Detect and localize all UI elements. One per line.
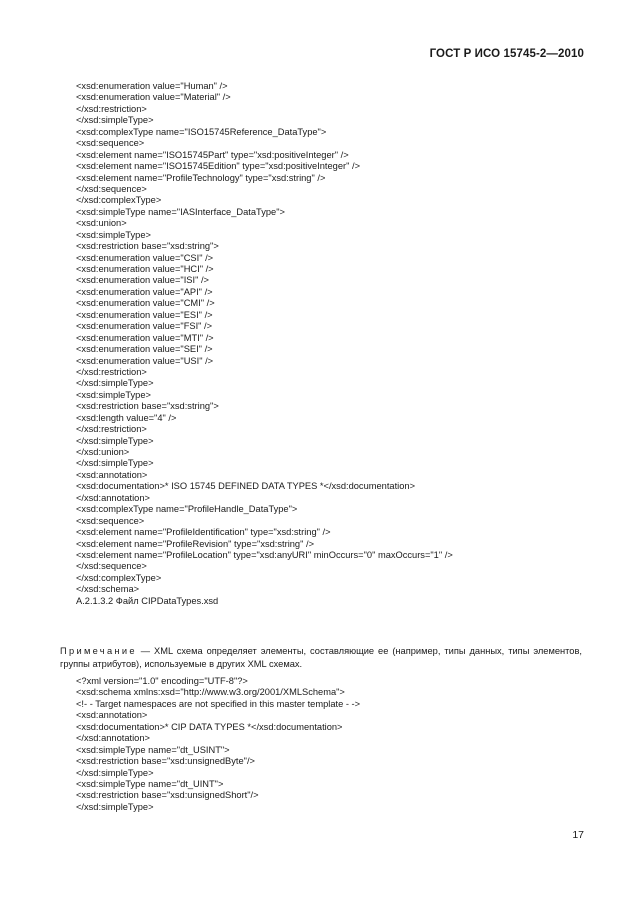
code-line: <?xml version="1.0" encoding="UTF-8"?> xyxy=(76,676,248,686)
code-line: <xsd:simpleType name="dt_UINT"> xyxy=(76,778,224,789)
code-line: <xsd:sequence> xyxy=(76,138,145,149)
code-line: <xsd:enumeration value="SEI" /> xyxy=(76,344,213,355)
code-line: <xsd:length value="4" /> xyxy=(76,412,177,423)
code-line: <xsd:schema xmlns:xsd="http://www.w3.org/2001/XMLSchema"> xyxy=(76,687,345,698)
xsd-code-block-2 xyxy=(76,676,360,813)
code-line: <xsd:enumeration value="Material" /> xyxy=(76,92,231,103)
code-line: <xsd:enumeration value="FSI" /> xyxy=(76,321,213,332)
code-line: </xsd:simpleType> xyxy=(76,378,154,389)
code-line: </xsd:annotation> xyxy=(76,733,150,744)
code-line: <xsd:annotation> xyxy=(76,710,148,721)
code-line: <xsd:restriction base="xsd:string"> xyxy=(76,241,219,252)
xsd-code-block-1 xyxy=(76,81,453,607)
code-line: <xsd:enumeration value="Human" /> xyxy=(76,81,228,91)
code-line: <xsd:restriction base="xsd:unsignedByte"/> xyxy=(76,756,255,767)
code-line: <xsd:enumeration value="USI" /> xyxy=(76,355,214,366)
note-label: Примечание xyxy=(60,646,137,656)
code-line: </xsd:union> xyxy=(76,447,130,457)
code-line: </xsd:simpleType> xyxy=(76,458,154,469)
code-line: <xsd:enumeration value="MTI" /> xyxy=(76,332,214,343)
code-line: <xsd:restriction base="xsd:unsignedShort"/> xyxy=(76,790,259,801)
code-line: <xsd:element name="ProfileIdentification" type="xsd:string" /> xyxy=(76,527,331,538)
code-line: </xsd:schema> xyxy=(76,584,140,595)
code-line: <xsd:simpleType> xyxy=(76,389,151,400)
code-line: </xsd:restriction> xyxy=(76,103,147,114)
code-line: <xsd:restriction base="xsd:string"> xyxy=(76,401,219,412)
code-line: <xsd:complexType name="ISO15745Reference_DataType"> xyxy=(76,126,327,137)
code-line: <xsd:element name="ISO15745Edition" type="xsd:positiveInteger" /> xyxy=(76,161,361,172)
code-line: <xsd:element name="ProfileLocation" type="xsd:anyURI" minOccurs="0" maxOccurs="1" /> xyxy=(76,549,453,560)
code-line: </xsd:restriction> xyxy=(76,424,147,435)
code-line: A.2.1.3.2 Файл CIPDataTypes.xsd xyxy=(76,595,219,606)
code-line: <xsd:enumeration value="ISI" /> xyxy=(76,275,209,286)
code-line: </xsd:simpleType> xyxy=(76,801,154,812)
page-number: 17 xyxy=(572,829,584,841)
code-line: <xsd:simpleType name="IASInterface_DataType"> xyxy=(76,206,285,217)
code-line: <xsd:element name="ProfileTechnology" type="xsd:string" /> xyxy=(76,172,326,183)
code-line: <xsd:union> xyxy=(76,218,127,229)
code-line: <xsd:simpleType name="dt_USINT"> xyxy=(76,744,230,755)
code-line: <xsd:sequence> xyxy=(76,515,145,526)
code-line: <xsd:enumeration value="CSI" /> xyxy=(76,252,214,263)
code-line: </xsd:complexType> xyxy=(76,195,162,206)
code-line: </xsd:sequence> xyxy=(76,183,147,194)
code-line: </xsd:simpleType> xyxy=(76,767,154,778)
code-line: </xsd:annotation> xyxy=(76,492,150,503)
document-header: ГОСТ Р ИСО 15745-2—2010 xyxy=(429,48,584,60)
code-line: </xsd:simpleType> xyxy=(76,435,154,446)
code-line: </xsd:simpleType> xyxy=(76,115,154,126)
code-line: <xsd:complexType name="ProfileHandle_DataType"> xyxy=(76,504,298,515)
code-line: <xsd:enumeration value="HCI" /> xyxy=(76,264,214,274)
note-text: — XML схема определяет элементы, составляющие ее (например, типы данных, типы элементов, группы атрибутов), используемые в других XML схемах. xyxy=(60,646,582,669)
code-line: <!- - Target namespaces are not specified in this master template - -> xyxy=(76,698,361,709)
code-line: <xsd:enumeration value="CMI" /> xyxy=(76,298,215,309)
code-line: </xsd:restriction> xyxy=(76,366,147,377)
code-line: <xsd:element name="ProfileRevision" type="xsd:string" /> xyxy=(76,538,314,549)
code-line: </xsd:sequence> xyxy=(76,561,147,572)
code-line: <xsd:simpleType> xyxy=(76,229,151,240)
note-paragraph xyxy=(60,645,582,670)
code-line: <xsd:documentation>* ISO 15745 DEFINED DATA TYPES *</xsd:documentation> xyxy=(76,481,415,492)
code-line: <xsd:element name="ISO15745Part" type="xsd:positiveInteger" /> xyxy=(76,149,349,160)
code-line: </xsd:complexType> xyxy=(76,572,162,583)
code-line: <xsd:documentation>* CIP DATA TYPES *</xsd:documentation> xyxy=(76,721,343,732)
code-line: <xsd:enumeration value="ESI" /> xyxy=(76,309,213,320)
code-line: <xsd:annotation> xyxy=(76,469,148,480)
code-line: <xsd:enumeration value="API" /> xyxy=(76,286,213,297)
